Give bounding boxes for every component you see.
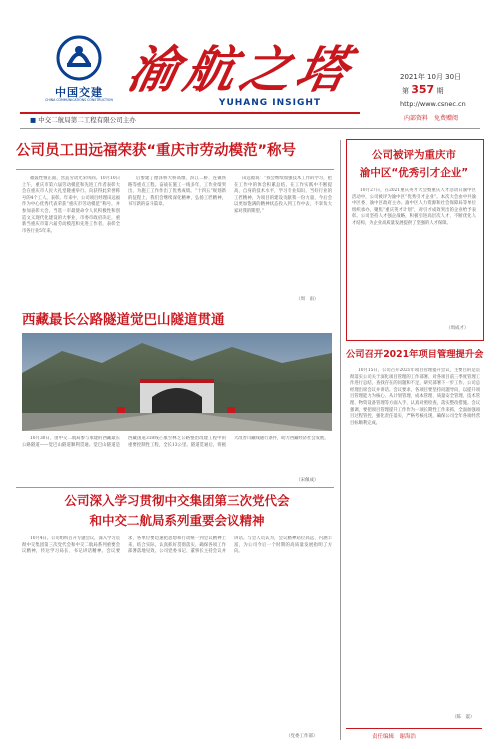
masthead (0, 0, 500, 135)
cccc-logo-icon (56, 35, 102, 81)
right-top-byline: （周成才） (446, 326, 469, 331)
issue-number: 357 (411, 83, 435, 96)
lead-rule (16, 169, 334, 170)
title-en: YUHANG INSIGHT (218, 98, 322, 108)
square-bullet-icon: ■ (30, 116, 37, 124)
footer-editor: 责任编辑 谢海浩 (372, 734, 417, 740)
issue-date: 2021年 10月 30日 (400, 73, 462, 81)
publisher: ■ 中交二航局第二工程有限公司主办 (30, 116, 136, 124)
internal-notice: 内部资料 免费赠阅 (404, 115, 459, 122)
issue-block (402, 83, 443, 96)
lead-byline: （周 雨） (296, 297, 319, 302)
right-bottom-byline: （陈 震） (452, 715, 475, 720)
calligraphy-title: 渝航之塔 (122, 40, 360, 99)
photo-headline: 西藏最长公路隧道觉巴山隧道贯通 (22, 312, 225, 328)
photo-article-text: 10月30日，由中交二航局参与承建的西藏最长公路隧道——觉巴山隧道顺利贯通。觉巴山隧道是西藏国道318线芒康至林芝公路整治改建工程中的重要控制性工程，全长13公里。隧道贯通后，将极大改善川藏线通行条件，助力西藏经济社会发展。 (22, 436, 329, 448)
right-top-text: 10月27日，在2021重庆英才大会暨重庆人才活动日渝中区活动中，公司被评为渝中区“优秀引才企业”。本次大会由中共渝中区委、渝中区政府主办。渝中区人力资源和社会保障局等单位组织承办，聚焦“重庆英才计划”，对引才成效突出的企业给予表彰。公司坚持人才强企战略，积极引进高层次人才，不断优化人才结构，为企业高质量发展提供了坚强的人才保障。 (352, 188, 476, 226)
lead-headline: 公司员工田远福荣获“重庆市劳动模范”称号 (16, 143, 297, 159)
masthead-rule (20, 112, 360, 114)
masthead-bottom-rule (20, 128, 480, 129)
right-bottom-headline: 公司召开2021年项目管理提升会 (346, 349, 484, 360)
photo-byline: （宋佩成） (296, 478, 319, 483)
conference-headline-1: 公司深入学习贯彻中交集团第三次党代会 (64, 493, 290, 508)
conference-byline: （党委工作部） (286, 734, 318, 739)
issue-suffix: 期 (436, 87, 444, 95)
right-top-headline-1: 公司被评为重庆市 (372, 149, 456, 161)
lead-col-3: 田远福说：“我会继续加强技术工作的学习，把在工作中的体会积累总结，在工作实践中不断提高，自身的技术水平，学习专业知识，当好行业的工匠精神，为项目的建设贡献我一份力量，今后会以更加饱满的精神状态投入到工作中去，不辜负大家对我的期望。” (234, 176, 332, 214)
right-top-headline-2: 渝中区“优秀引才企业” (359, 167, 469, 179)
right-bottom-text: 10月15日，公司召开2021年项目管理提升会议，主要目的是贯彻落实公司关于深化项目管理的工作部署，对各项目前三季度管理工作进行总结，查找存在的问题和不足，研究部署下一步工作。公司总经理出席会议并讲话。会议要求，各项目要坚持问题导向，以提升项目管理能力为核心，从计划管理、成本管理、质量安全管理、技术管理、物资设备管理等方面入手，认真对照检查，落实整改措施。会议强调，要把项目管理提升工作作为一项长期性工作来抓，全面加强项目过程管控，强化责任落实，严格考核兑现，确保公司全年各项经营目标顺利完成。 (350, 368, 480, 426)
logo-en: CHINA COMMUNICATIONS CONSTRUCTION (45, 98, 113, 102)
issue-label: 第 (402, 87, 409, 95)
tunnel-photo (22, 333, 332, 431)
column-divider (340, 140, 341, 740)
conference-headline-2: 和中交二航局系列重要会议精神 (89, 513, 265, 528)
website-link[interactable]: http://www.csnec.cn (400, 100, 466, 108)
conference-rule (16, 487, 334, 488)
logo-cn: 中国交建 (55, 86, 103, 99)
conference-text: 10月4日，公司组织召开专题会议，深入学习贯彻中交集团第三次党代会和中交二航局系列重要会议精神，传达学习局长、书记讲话精神。会议要求，各单位要迅速把思想和行动统一到会议精神上来，结合实际，认真抓好贯彻落实，确保各项工作部署落地见效。公司党委书记、董事长主持会议并讲话。与会人员认为，会议精神站位高远、内涵丰富，为公司今后一个时期的高质量发展指明了方向。 (22, 536, 332, 555)
lead-col-1: 福鼓性情正面，营造劳动光荣风尚。10月10日上午，重庆市第六届劳动模范和先进工作者表彰大会在重庆市人民大礼堂隆重举行。向获得此荣誉称号的4个工人，表彰。年来中，公司项目经理田远福作为中心优秀代表荣获“重庆市劳动模范”称号，并参加表彰大会。当选一市最使命令人民积极性和创造文义现代化建设的大事业，市委市政府决定，重新当重庆市第六届劳动模范和先进工作者，表彰全市各行业5年来。 (22, 176, 120, 234)
lead-col-2: 后参建了德泽桥大桥高墩、滨江二桥、连镇铁路等重点工程。奋战在施工一线多年，工作业绩突出，为施工工作作出了优秀成绩。“十四五”规划新的征程上，我们会继续深化精神，弘扬工匠精神，书写新的奋斗篇章。 (128, 176, 226, 208)
footer-rule (346, 728, 482, 729)
